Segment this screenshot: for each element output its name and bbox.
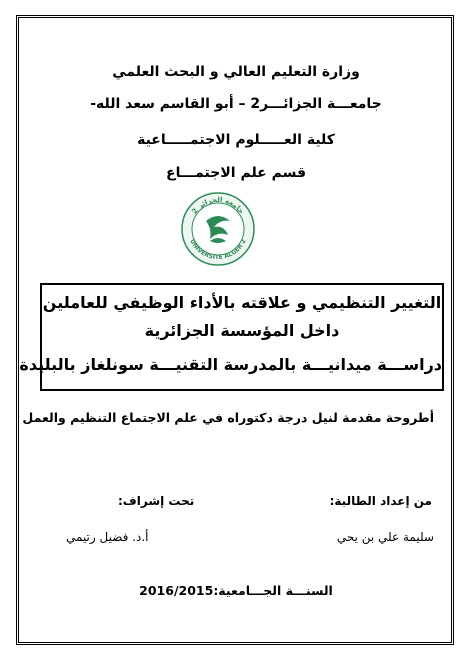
supervisor-label: تحت إشراف: <box>118 494 195 508</box>
student-name: سليمة علي بن يحي <box>336 530 434 544</box>
title-line-3: دراســـة ميدانيـــة بالمدرسة التقنيـــة سونلغاز بالبليدة <box>19 355 442 374</box>
title-line-2: داخل المؤسسة الجزائرية <box>144 321 340 340</box>
title-line-1: التغيير التنظيمي و علاقته بالأداء الوظيفي للعاملين <box>42 293 442 312</box>
thesis-description: أطروحة مقدمة لنيل درجة دكتوراه في علم الاجتماع التنظيم والعمل <box>22 410 434 425</box>
student-label: من إعداد الطالبة: <box>329 494 432 508</box>
logo-arabic-text: جامعة الجزائر 2 <box>190 195 246 216</box>
logo-latin-text: UNIVERSITE ALGER 2 <box>188 238 248 262</box>
department-name: قسم علم الاجتمـــاع <box>166 165 306 181</box>
university-name: جامعـــة الجزائـــر2 – أبو القاسم سعد الله- <box>90 96 382 112</box>
faculty-name: كلية العـــــلوم الاجتمـــــاعية <box>137 132 335 148</box>
university-logo <box>180 191 256 267</box>
title-box <box>19 283 444 391</box>
supervisor-name: أ.د. فضيل رتيمي <box>66 530 149 544</box>
ministry-name: وزارة التعليم العالي و البحث العلمي <box>112 64 360 80</box>
academic-year: السنـــة الجـــامعية:2016/2015 <box>139 583 333 598</box>
